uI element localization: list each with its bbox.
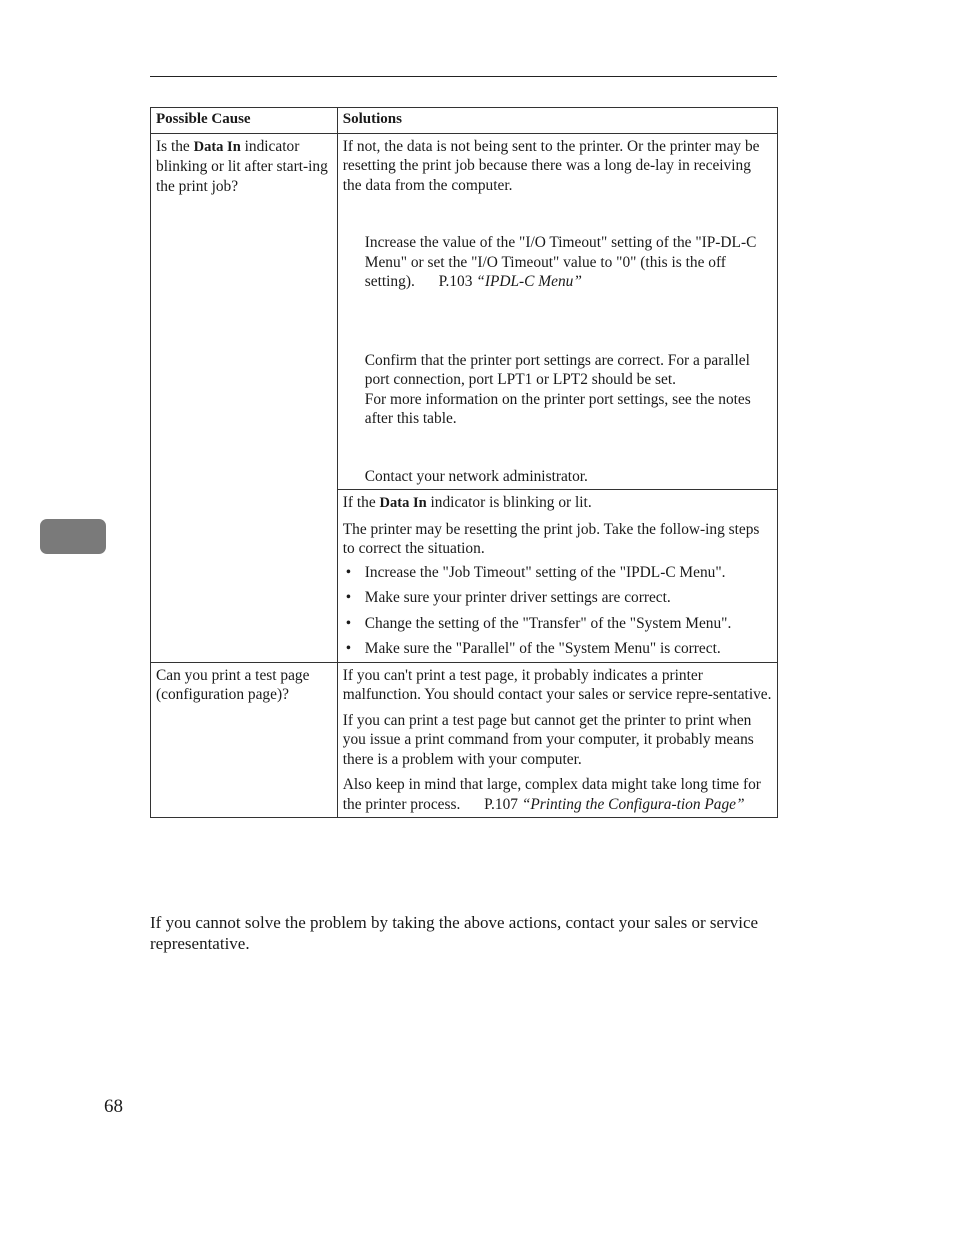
data-in-label: Data In <box>379 495 427 511</box>
solution-blinking-intro: If the Data In indicator is blinking or lit. <box>342 494 592 511</box>
solution-not-sent <box>337 133 777 490</box>
data-in-label: Data In <box>193 138 241 155</box>
troubleshooting-table <box>150 107 778 818</box>
reference-link[interactable]: P.103 “IPDL-C Menu” <box>438 273 582 290</box>
table-header-row <box>151 108 778 134</box>
table-row <box>151 662 778 818</box>
solution-port-settings: Confirm that the printer port settings are correct. For a parallel port connection, port LPT1 or LPT2 should be set. <box>364 351 750 388</box>
chapter-tab <box>40 519 106 554</box>
table-row <box>151 133 778 490</box>
solution-blinking-para: The printer may be resetting the print job. Take the follow-ing steps to correct the situation. <box>342 520 760 557</box>
solution-steps-list <box>343 563 772 659</box>
solution-test-page <box>337 662 777 818</box>
list-item: • Change the setting of the "Transfer" of the "System Menu". <box>343 614 772 634</box>
solution-contact-admin: Contact your network administrator. <box>364 467 588 485</box>
solution-test-para2: If you can print a test page but cannot get the printer to print when you issue a print command from your computer, it probably means there is a problem with your computer. <box>342 711 754 768</box>
cause-data-in: Is the Data In indicator blinking or lit after start-ing the print job? <box>151 133 338 662</box>
header-possible-cause: Possible Cause <box>151 108 338 134</box>
solution-io-timeout: Increase the value of the "I/O Timeout" setting of the "IP-DL-C Menu" or set the "I/O Timeout" value to "0" (this is the off setting). P.103 “IPDL-C Menu” <box>364 234 757 290</box>
solution-intro: If not, the data is not being sent to the printer. Or the printer may be resetting the print job because there was a long de-lay in receiving the data from the computer. <box>342 137 760 194</box>
reference-link[interactable]: P.107 “Printing the Configura-tion Page” <box>484 795 745 813</box>
header-solutions: Solutions <box>337 108 777 134</box>
page-number: 68 <box>104 1096 123 1117</box>
solution-test-para3: Also keep in mind that large, complex data might take long time for the printer process. P.107 “Printing the Configura-tion Page” <box>342 776 761 813</box>
list-item: • Make sure your printer driver settings are correct. <box>343 588 772 608</box>
solution-test-para1: If you can't print a test page, it probably indicates a printer malfunction. You should contact your sales or service repre-sentative. <box>342 666 772 703</box>
solution-blinking <box>337 490 777 663</box>
footer-note: If you cannot solve the problem by taking the above actions, contact your sales or service representative. <box>150 913 759 953</box>
list-item: • Increase the "Job Timeout" setting of the "IPDL-C Menu". <box>343 563 772 583</box>
header-rule <box>150 76 777 77</box>
solution-port-more: For more information on the printer port settings, see the notes after this table. <box>364 390 751 427</box>
list-item: • Make sure the "Parallel" of the "System Menu" is correct. <box>343 639 772 659</box>
cause-test-page: Can you print a test page (configuration page)? <box>151 662 338 818</box>
